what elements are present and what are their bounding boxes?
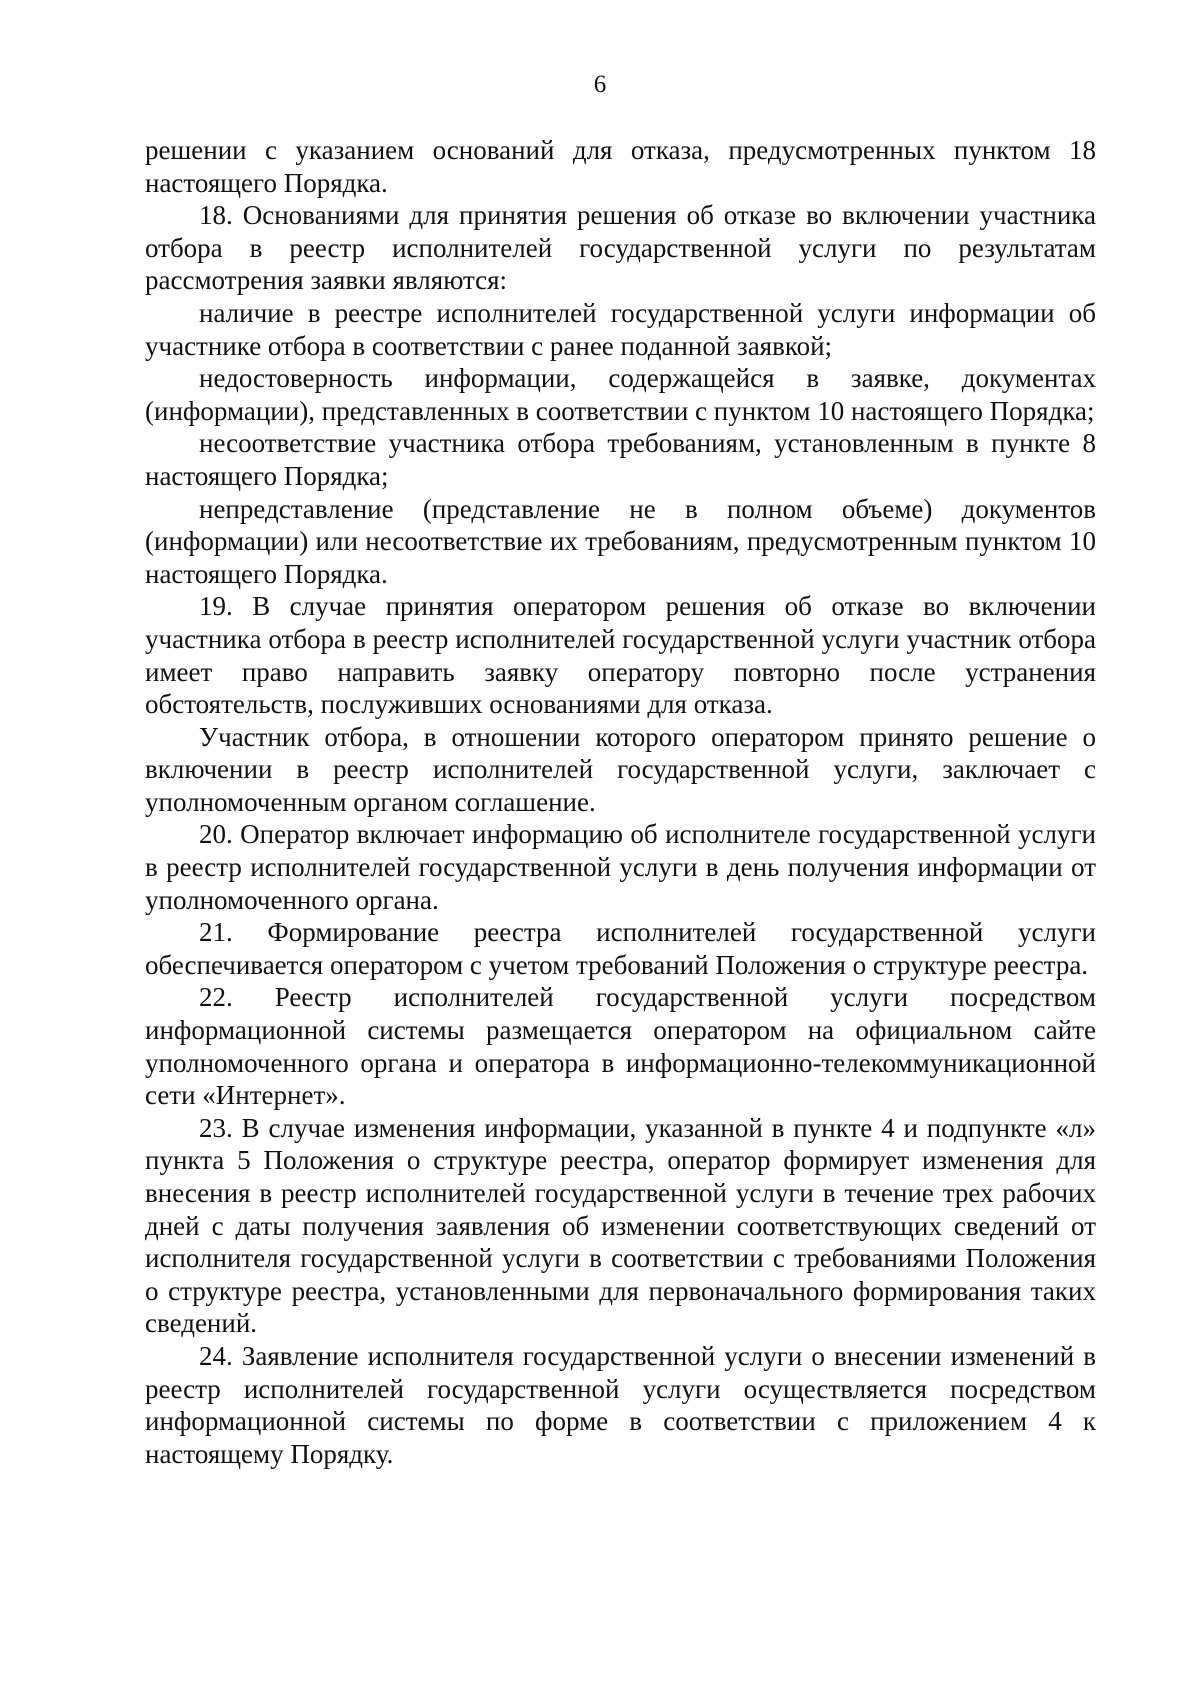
paragraph-continuation: решении с указанием оснований для отказа, предусмотренных пунктом 18 настоящего Порядка. bbox=[145, 135, 1096, 198]
paragraph-18-item-2: недостоверность информации, содержащейся в заявке, документах (информации), представленных в соответствии с пунктом 10 настоящего Порядка; bbox=[145, 363, 1096, 426]
paragraph-19: 19. В случае принятия оператором решения об отказе во включении участника отбора в реестр исполнителей государственной услуги участник отбора имеет право направить заявку оператору повторно после устранения обстоятельств, послуживших основаниями для отказа. bbox=[145, 591, 1096, 720]
paragraph-18-item-1: наличие в реестре исполнителей государственной услуги информации об участнике отбора в соответствии с ранее поданной заявкой; bbox=[145, 297, 1096, 361]
paragraph-19-continued: Участник отбора, в отношении которого оператором принято решение о включении в реестр исполнителей государственной услуги, заключает с уполномоченным органом соглашение. bbox=[145, 721, 1096, 817]
paragraph-18-item-3: несоответствие участника отбора требованиям, установленным в пункте 8 настоящего Порядка; bbox=[145, 428, 1096, 491]
paragraph-18-item-4: непредставление (представление не в полном объеме) документов (информации) или несоответствие их требованиям, предусмотренным пунктом 10 настоящего Порядка. bbox=[145, 493, 1096, 589]
paragraph-22: 22. Реестр исполнителей государственной услуги посредством информационной системы размещается оператором на официальном сайте уполномоченного органа и оператора в информационно-телекоммуникационной сети «Интернет». bbox=[145, 982, 1096, 1111]
paragraph-20: 20. Оператор включает информацию об исполнителе государственной услуги в реестр исполнителей государственной услуги в день получения информации от уполномоченного органа. bbox=[145, 819, 1096, 915]
paragraph-18: 18. Основаниями для принятия решения об отказе во включении участника отбора в реестр исполнителей государственной услуги по результатам рассмотрения заявки являются: bbox=[145, 200, 1096, 296]
document-body bbox=[145, 134, 1096, 1470]
paragraph-21: 21. Формирование реестра исполнителей государственной услуги обеспечивается оператором с учетом требований Положения о структуре реестра. bbox=[145, 917, 1096, 980]
paragraph-23: 23. В случае изменения информации, указанной в пункте 4 и подпункте «л» пункта 5 Положения о структуре реестра, оператор формирует изменения для внесения в реестр исполнителей государственной услуги в течение трех рабочих дней с даты получения заявления об изменении соответствующих сведений от исполнителя государственной услуги в соответствии с требованиями Положения о структуре реестра, установленными для первоначального формирования таких сведений. bbox=[145, 1112, 1096, 1339]
paragraph-24: 24. Заявление исполнителя государственной услуги о внесении изменений в реестр исполнителей государственной услуги осуществляется посредством информационной системы по форме в соответствии с приложением 4 к настоящему Порядку. bbox=[145, 1340, 1096, 1469]
page-number: 6 bbox=[593, 71, 607, 98]
